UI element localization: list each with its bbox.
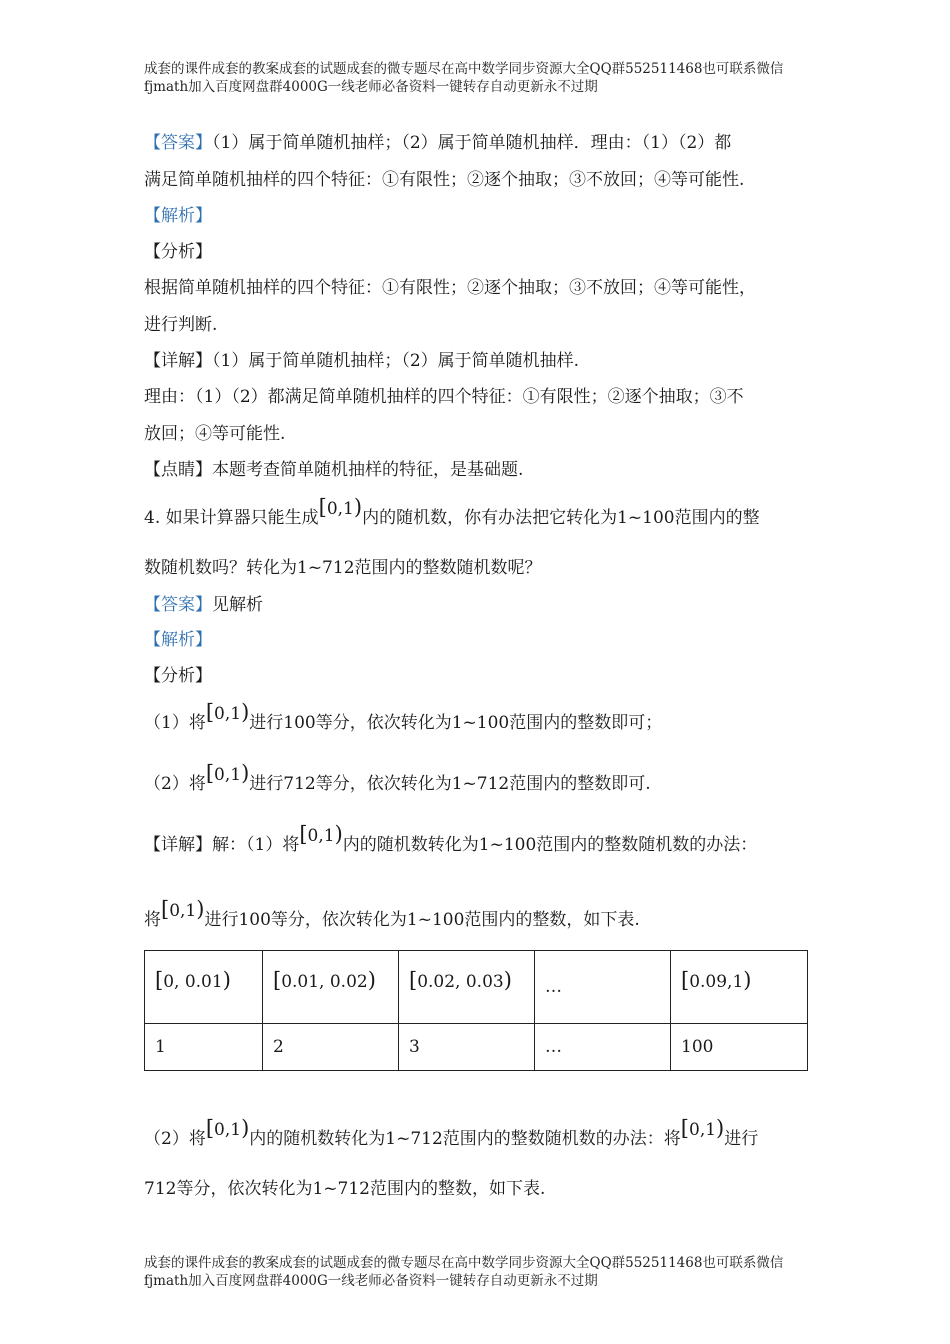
interval-math: [0,1)	[680, 1116, 725, 1140]
q4-detail-line-4: 712等分，依次转化为1~712范围内的整数，如下表.	[144, 1179, 546, 1199]
q4-detail-line-2: 将[0,1)进行100等分，依次转化为1~100范围内的整数，如下表.	[144, 897, 640, 930]
q3-analysis-tag: 【解析】	[144, 206, 212, 226]
q3-fenxi-line-1: 根据简单随机抽样的四个特征：①有限性；②逐个抽取；③不放回；④等可能性，	[144, 278, 756, 298]
table-cell: 100	[671, 1024, 808, 1071]
q3-detail-line-1	[144, 346, 579, 371]
q3-answer-line-1	[144, 128, 731, 153]
footer-watermark-text: 成套的课件成套的教案成套的试题成套的微专题尽在高中数学同步资源大全QQ群552511468也可联系微信fjmath加入百度网盘群4000G一线老师必备资料一键转存自动更新永不过期	[144, 1255, 784, 1289]
table-cell: …	[535, 951, 671, 1024]
table-cell: [0.01, 0.02)	[263, 951, 399, 1024]
table-cell: 3	[399, 1024, 535, 1071]
q4-analysis-tag: 【解析】	[144, 630, 212, 650]
question-prefix: 4. 如果计算器只能生成	[144, 508, 319, 528]
answer-tag: 【答案】	[144, 595, 212, 615]
header-watermark-text: 成套的课件成套的教案成套的试题成套的微专题尽在高中数学同步资源大全QQ群552511468也可联系微信fjmath加入百度网盘群4000G一线老师必备资料一键转存自动更新永不过期	[144, 61, 784, 95]
q4-fenxi-line-1: （1）将[0,1)进行100等分，依次转化为1~100范围内的整数即可；	[144, 700, 663, 733]
table-cell: …	[535, 1024, 671, 1071]
q4-question-line-2: 数随机数吗？转化为1~712范围内的整数随机数呢？	[144, 558, 542, 578]
q3-detail-line-3: 放回；④等可能性.	[144, 424, 286, 444]
q3-answer-line-2: 满足简单随机抽样的四个特征：①有限性；②逐个抽取；③不放回；④等可能性.	[144, 170, 745, 190]
table-cell: 1	[145, 1024, 263, 1071]
interval-math: [0,1)	[205, 700, 250, 724]
answer-tag: 【答案】	[144, 133, 212, 153]
q3-fenxi-line-2: 进行判断.	[144, 315, 218, 335]
table-row	[145, 951, 808, 1024]
q4-detail-line-3: （2）将[0,1)内的随机数转化为1~712范围内的整数随机数的办法：将[0,1)进行	[144, 1116, 759, 1149]
q4-question-line-1	[144, 495, 760, 528]
question-suffix: 内的随机数，你有办法把它转化为1~100范围内的整	[362, 508, 760, 528]
answer-text: （1）属于简单随机抽样；（2）属于简单随机抽样．理由：（1）（2）都	[212, 133, 732, 153]
q4-fenxi-line-2: （2）将[0,1)进行712等分，依次转化为1~712范围内的整数即可.	[144, 761, 651, 794]
detail-tag: 【详解】	[144, 835, 212, 855]
q3-detail-line-2: 理由：（1）（2）都满足简单随机抽样的四个特征：①有限性；②逐个抽取；③不	[144, 387, 744, 407]
q4-fenxi-tag: 【分析】	[144, 666, 212, 686]
q4-detail-line-1: 【详解】解：（1）将[0,1)内的随机数转化为1~100范围内的整数随机数的办法：	[144, 822, 758, 855]
answer-text: 见解析	[212, 595, 263, 615]
table-cell: [0.02, 0.03)	[399, 951, 535, 1024]
interval-math: [0,1)	[205, 761, 250, 785]
conversion-table	[144, 950, 808, 1071]
table-cell: 2	[263, 1024, 399, 1071]
interval-math: [0,1)	[299, 822, 343, 846]
q4-answer-line	[144, 590, 263, 615]
point-text: 本题考查简单随机抽样的特征，是基础题.	[212, 460, 524, 480]
interval-math: [0,1)	[161, 897, 205, 921]
q3-fenxi-tag: 【分析】	[144, 242, 212, 262]
table-cell: [0, 0.01)	[145, 951, 263, 1024]
table-row	[145, 1024, 808, 1071]
interval-math: [0,1)	[318, 495, 363, 519]
table-cell: [0.09,1)	[671, 951, 808, 1024]
point-tag: 【点睛】	[144, 460, 212, 480]
detail-tag: 【详解】	[144, 351, 212, 371]
q3-point-line	[144, 455, 523, 480]
detail-text: （1）属于简单随机抽样；（2）属于简单随机抽样.	[212, 351, 580, 371]
interval-math: [0,1)	[205, 1116, 250, 1140]
